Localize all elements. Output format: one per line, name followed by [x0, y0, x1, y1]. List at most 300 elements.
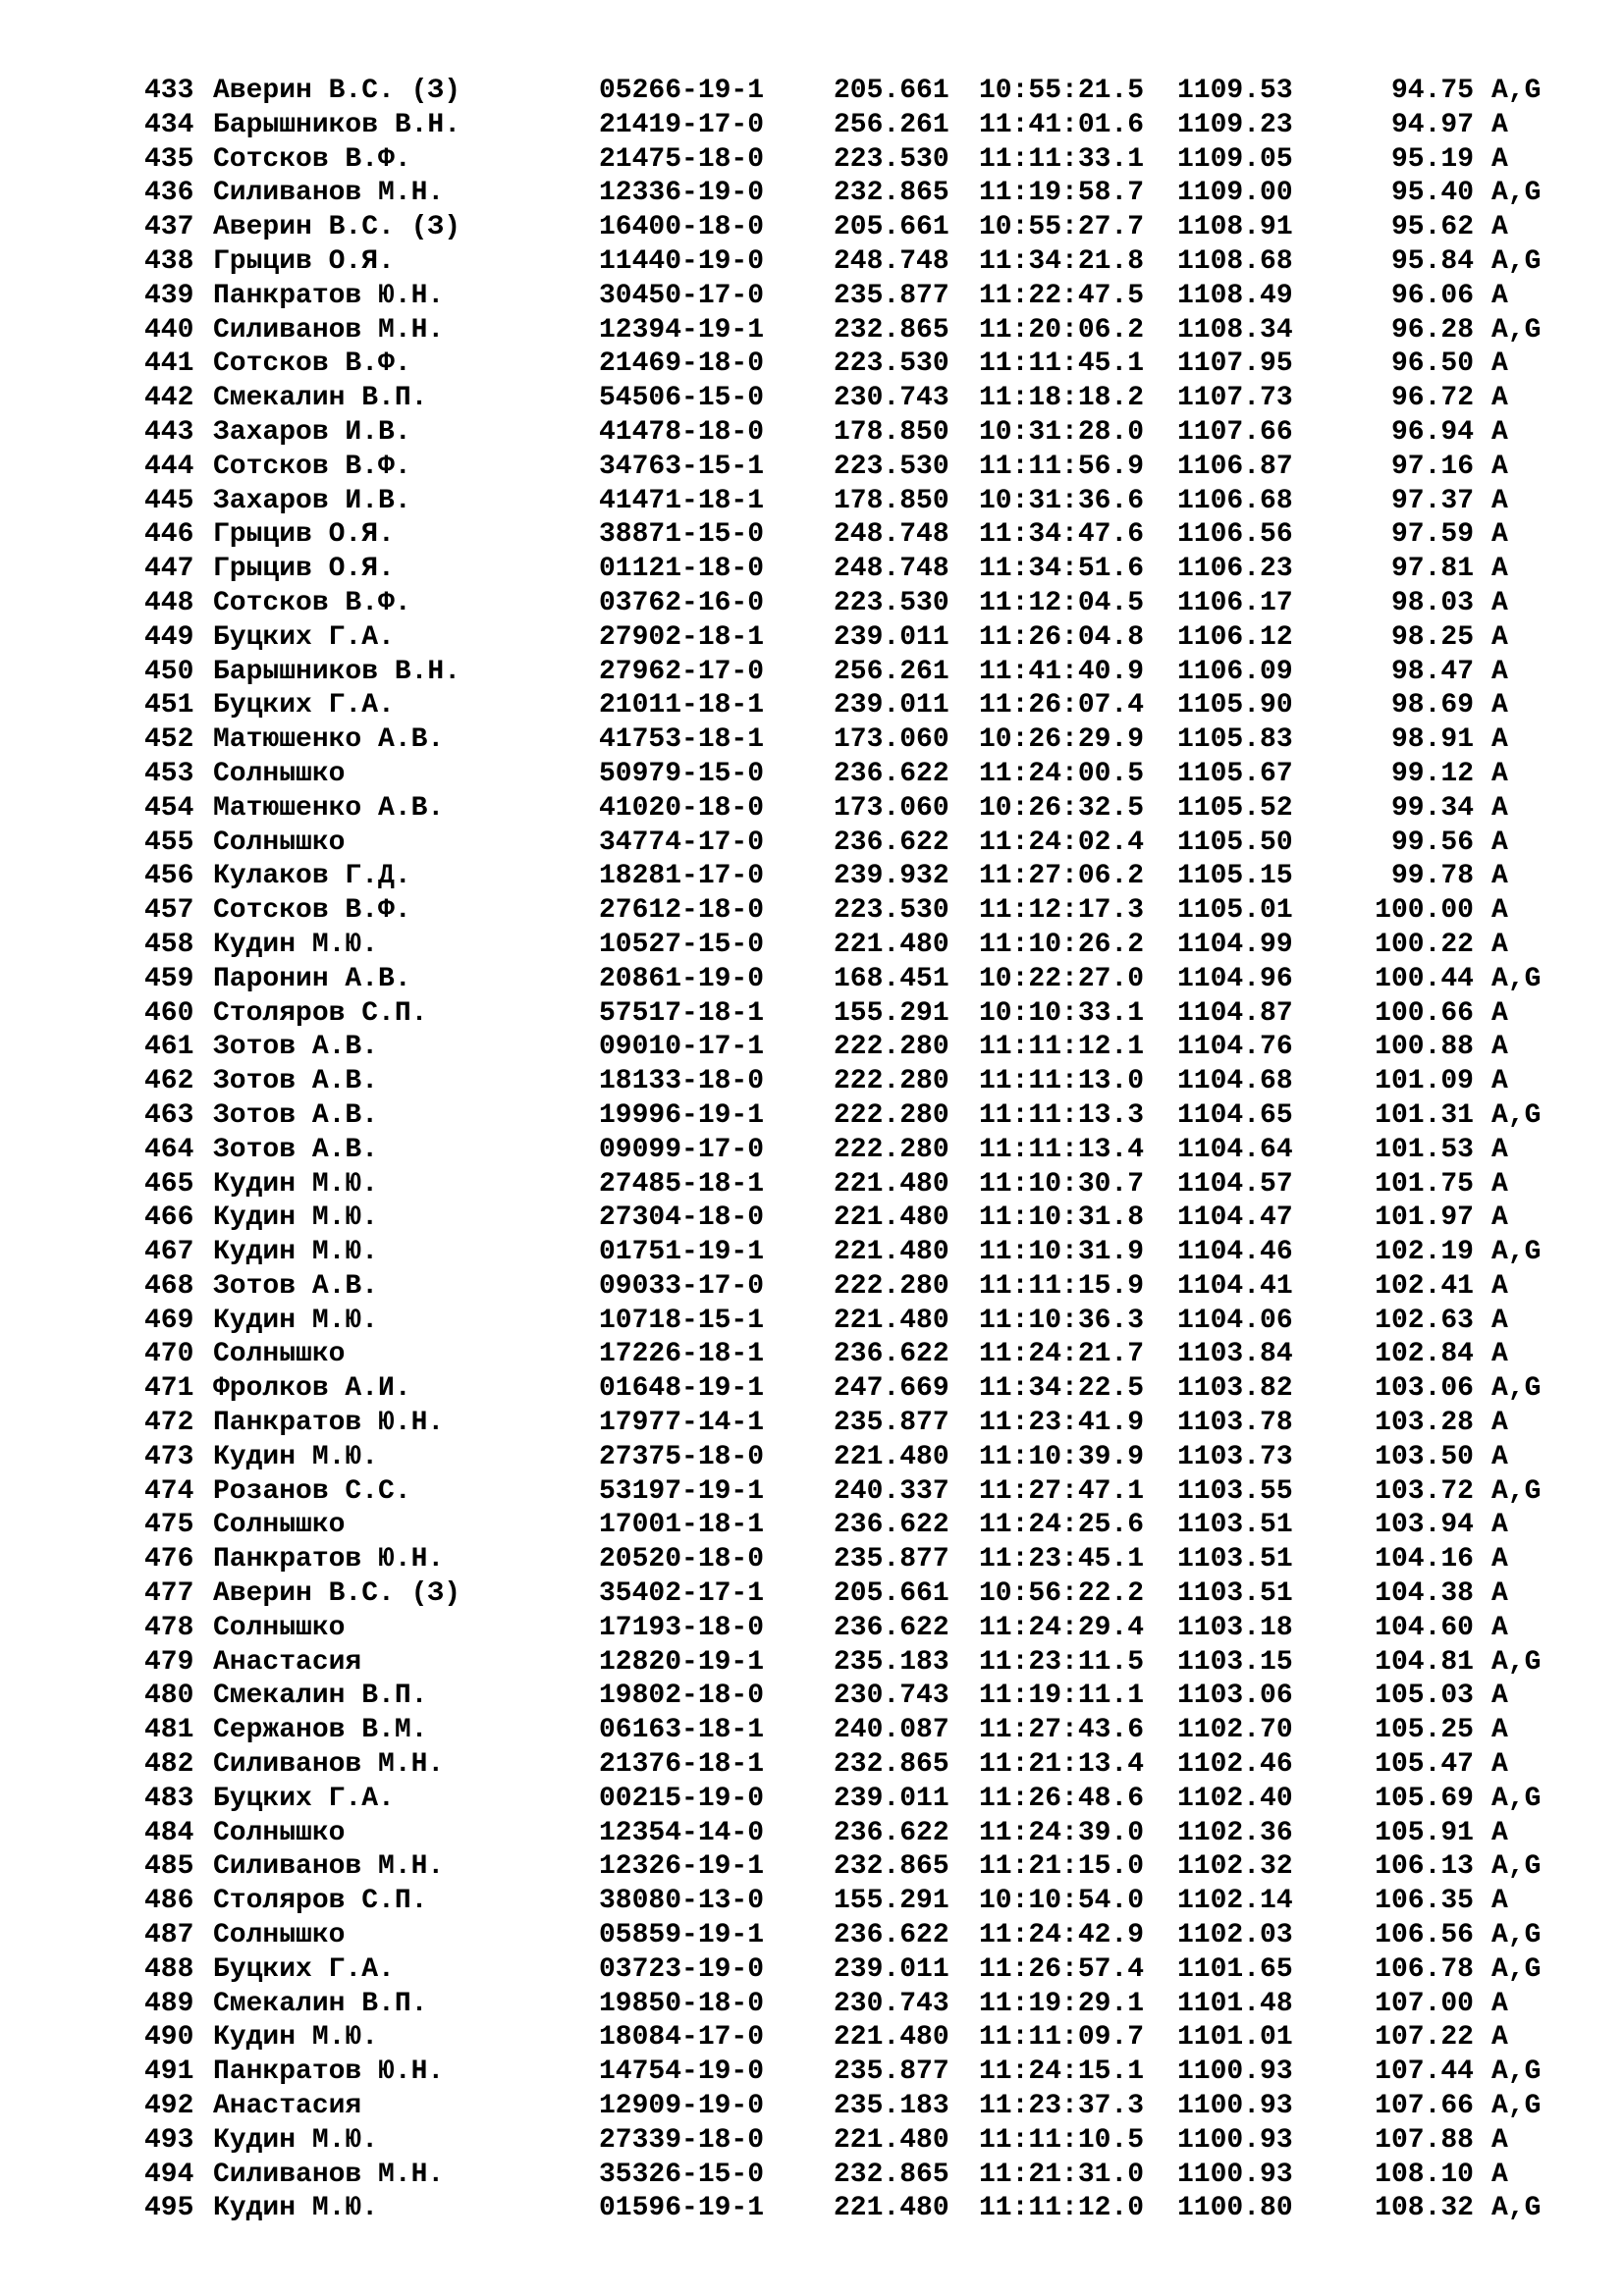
coefficient-cell: 95.40 [1390, 178, 1474, 209]
fancier-name-cell: Зотов А.В. [213, 1134, 379, 1165]
flags-cell: A [1491, 861, 1508, 892]
fancier-name-cell: Барышников В.Н. [213, 109, 461, 140]
table-row [144, 1680, 1519, 1714]
ring-number-cell: 01751-19-1 [599, 1237, 765, 1268]
flags-cell: A,G [1491, 1783, 1542, 1814]
speed-cell: 1102.40 [1177, 1783, 1293, 1814]
arrival-time-cell: 11:24:02.4 [979, 827, 1145, 858]
speed-cell: 1103.51 [1177, 1544, 1293, 1575]
arrival-time-cell: 11:11:13.3 [979, 1099, 1145, 1131]
place-cell: 483 [144, 1783, 194, 1814]
table-row [144, 1817, 1519, 1851]
table-row [144, 314, 1542, 348]
ring-number-cell: 09033-17-0 [599, 1270, 765, 1302]
fancier-name-cell: Захаров И.В. [213, 485, 411, 516]
ring-number-cell: 06163-18-1 [599, 1715, 765, 1746]
fancier-name-cell: Панкратов Ю.Н. [213, 1408, 445, 1439]
distance-cell: 168.451 [834, 963, 949, 994]
fancier-name-cell: Панкратов Ю.Н. [213, 280, 445, 311]
table-row [144, 1953, 1542, 1988]
ring-number-cell: 17193-18-0 [599, 1612, 765, 1643]
place-cell: 474 [144, 1475, 194, 1507]
arrival-time-cell: 10:55:21.5 [979, 76, 1145, 106]
arrival-time-cell: 11:21:15.0 [979, 1851, 1145, 1883]
distance-cell: 178.850 [834, 416, 949, 448]
table-row [144, 1577, 1519, 1612]
speed-cell: 1103.78 [1177, 1408, 1293, 1439]
speed-cell: 1105.50 [1177, 827, 1293, 858]
distance-cell: 222.280 [834, 1032, 949, 1063]
flags-cell: A [1491, 1339, 1508, 1370]
flags-cell: A [1491, 1441, 1508, 1472]
flags-cell: A [1491, 1270, 1508, 1302]
table-row [144, 177, 1542, 211]
fancier-name-cell: Фролков А.И. [213, 1373, 411, 1405]
speed-cell: 1101.65 [1177, 1953, 1293, 1985]
ring-number-cell: 34774-17-0 [599, 827, 765, 858]
fancier-name-cell: Силиванов М.Н. [213, 2159, 445, 2190]
arrival-time-cell: 11:19:11.1 [979, 1681, 1145, 1712]
distance-cell: 235.877 [834, 1408, 949, 1439]
flags-cell: A [1491, 1305, 1508, 1336]
speed-cell: 1103.73 [1177, 1441, 1293, 1472]
speed-cell: 1103.15 [1177, 1646, 1293, 1678]
place-cell: 453 [144, 758, 194, 789]
arrival-time-cell: 11:19:29.1 [979, 1988, 1145, 2019]
fancier-name-cell: Аверин В.С. (З) [213, 1578, 461, 1610]
table-row [144, 1714, 1519, 1748]
flags-cell: A [1491, 212, 1508, 243]
ring-number-cell: 41471-18-1 [599, 485, 765, 516]
table-row [144, 1031, 1519, 1065]
distance-cell: 235.877 [834, 1544, 949, 1575]
arrival-time-cell: 11:41:40.9 [979, 656, 1145, 687]
table-row [144, 1850, 1542, 1885]
flags-cell: A [1491, 1066, 1508, 1097]
table-row [144, 2090, 1542, 2124]
table-row [144, 997, 1519, 1032]
distance-cell: 221.480 [834, 929, 949, 960]
ring-number-cell: 34763-15-1 [599, 451, 765, 482]
distance-cell: 222.280 [834, 1134, 949, 1165]
fancier-name-cell: Кудин М.Ю. [213, 1168, 379, 1200]
ring-number-cell: 12394-19-1 [599, 314, 765, 346]
fancier-name-cell: Столяров С.П. [213, 997, 428, 1029]
table-row [144, 1543, 1519, 1577]
place-cell: 480 [144, 1681, 194, 1712]
place-cell: 433 [144, 76, 194, 106]
table-row [144, 1475, 1542, 1510]
place-cell: 444 [144, 451, 194, 482]
ring-number-cell: 21376-18-1 [599, 1749, 765, 1781]
fancier-name-cell: Сотсков В.Ф. [213, 143, 411, 175]
flags-cell: A [1491, 1715, 1508, 1746]
distance-cell: 248.748 [834, 245, 949, 277]
place-cell: 493 [144, 2124, 194, 2156]
place-cell: 449 [144, 621, 194, 653]
flags-cell: A [1491, 451, 1508, 482]
coefficient-cell: 108.32 [1375, 2193, 1474, 2224]
flags-cell: A [1491, 827, 1508, 858]
coefficient-cell: 102.84 [1375, 1339, 1474, 1370]
speed-cell: 1106.12 [1177, 621, 1293, 653]
coefficient-cell: 97.59 [1390, 519, 1474, 551]
fancier-name-cell: Силиванов М.Н. [213, 1851, 445, 1883]
place-cell: 489 [144, 1988, 194, 2019]
arrival-time-cell: 11:11:09.7 [979, 2022, 1145, 2054]
fancier-name-cell: Буцких Г.А. [213, 1953, 395, 1985]
table-row [144, 416, 1519, 451]
distance-cell: 235.877 [834, 280, 949, 311]
flags-cell: A,G [1491, 76, 1542, 106]
ring-number-cell: 50979-15-0 [599, 758, 765, 789]
table-row [144, 280, 1519, 314]
flags-cell: A [1491, 758, 1508, 789]
arrival-time-cell: 10:26:32.5 [979, 792, 1145, 824]
distance-cell: 235.183 [834, 1646, 949, 1678]
distance-cell: 222.280 [834, 1270, 949, 1302]
speed-cell: 1106.56 [1177, 519, 1293, 551]
flags-cell: A [1491, 621, 1508, 653]
table-row [144, 451, 1519, 485]
table-row [144, 347, 1519, 382]
place-cell: 458 [144, 929, 194, 960]
table-row [144, 2124, 1519, 2159]
coefficient-cell: 98.91 [1390, 724, 1474, 756]
flags-cell: A [1491, 416, 1508, 448]
speed-cell: 1106.68 [1177, 485, 1293, 516]
flags-cell: A [1491, 2022, 1508, 2054]
speed-cell: 1103.06 [1177, 1681, 1293, 1712]
distance-cell: 223.530 [834, 895, 949, 927]
speed-cell: 1108.91 [1177, 212, 1293, 243]
arrival-time-cell: 11:10:26.2 [979, 929, 1145, 960]
coefficient-cell: 103.28 [1375, 1408, 1474, 1439]
coefficient-cell: 105.03 [1375, 1681, 1474, 1712]
distance-cell: 248.748 [834, 554, 949, 585]
flags-cell: A,G [1491, 1475, 1542, 1507]
coefficient-cell: 103.94 [1375, 1510, 1474, 1541]
distance-cell: 256.261 [834, 109, 949, 140]
distance-cell: 221.480 [834, 1305, 949, 1336]
place-cell: 479 [144, 1646, 194, 1678]
flags-cell: A [1491, 1578, 1508, 1610]
coefficient-cell: 97.81 [1390, 554, 1474, 585]
ring-number-cell: 38080-13-0 [599, 1886, 765, 1917]
flags-cell: A [1491, 1510, 1508, 1541]
distance-cell: 239.011 [834, 621, 949, 653]
arrival-time-cell: 11:10:39.9 [979, 1441, 1145, 1472]
place-cell: 477 [144, 1578, 194, 1610]
place-cell: 450 [144, 656, 194, 687]
fancier-name-cell: Анастасия [213, 1646, 362, 1678]
speed-cell: 1103.51 [1177, 1578, 1293, 1610]
distance-cell: 247.669 [834, 1373, 949, 1405]
arrival-time-cell: 11:10:31.8 [979, 1202, 1145, 1234]
coefficient-cell: 102.41 [1375, 1270, 1474, 1302]
fancier-name-cell: Сотсков В.Ф. [213, 895, 411, 927]
arrival-time-cell: 11:24:25.6 [979, 1510, 1145, 1541]
fancier-name-cell: Кудин М.Ю. [213, 1305, 379, 1336]
speed-cell: 1104.57 [1177, 1168, 1293, 1200]
coefficient-cell: 105.91 [1375, 1817, 1474, 1848]
speed-cell: 1102.46 [1177, 1749, 1293, 1781]
speed-cell: 1109.05 [1177, 143, 1293, 175]
ring-number-cell: 30450-17-0 [599, 280, 765, 311]
fancier-name-cell: Кудин М.Ю. [213, 1202, 379, 1234]
flags-cell: A [1491, 2124, 1508, 2156]
coefficient-cell: 99.56 [1390, 827, 1474, 858]
table-row [144, 929, 1519, 963]
speed-cell: 1103.51 [1177, 1510, 1293, 1541]
speed-cell: 1100.93 [1177, 2056, 1293, 2088]
flags-cell: A,G [1491, 1099, 1542, 1131]
arrival-time-cell: 11:24:21.7 [979, 1339, 1145, 1370]
table-row [144, 1372, 1542, 1407]
place-cell: 490 [144, 2022, 194, 2054]
place-cell: 466 [144, 1202, 194, 1234]
coefficient-cell: 106.35 [1375, 1886, 1474, 1917]
table-row [144, 1646, 1542, 1681]
place-cell: 435 [144, 143, 194, 175]
flags-cell: A [1491, 1544, 1508, 1575]
ring-number-cell: 03762-16-0 [599, 587, 765, 618]
distance-cell: 236.622 [834, 758, 949, 789]
speed-cell: 1109.23 [1177, 109, 1293, 140]
ring-number-cell: 41020-18-0 [599, 792, 765, 824]
table-row [144, 382, 1519, 416]
speed-cell: 1102.14 [1177, 1886, 1293, 1917]
table-row [144, 1338, 1519, 1372]
table-row [144, 143, 1519, 178]
speed-cell: 1104.06 [1177, 1305, 1293, 1336]
coefficient-cell: 100.00 [1375, 895, 1474, 927]
flags-cell: A [1491, 2159, 1508, 2190]
speed-cell: 1105.83 [1177, 724, 1293, 756]
arrival-time-cell: 11:12:17.3 [979, 895, 1145, 927]
arrival-time-cell: 11:34:22.5 [979, 1373, 1145, 1405]
speed-cell: 1104.76 [1177, 1032, 1293, 1063]
place-cell: 495 [144, 2193, 194, 2224]
coefficient-cell: 98.03 [1390, 587, 1474, 618]
table-row [144, 109, 1519, 143]
fancier-name-cell: Розанов С.С. [213, 1475, 411, 1507]
ring-number-cell: 18084-17-0 [599, 2022, 765, 2054]
flags-cell: A [1491, 1032, 1508, 1063]
coefficient-cell: 96.50 [1390, 348, 1474, 380]
flags-cell: A [1491, 1408, 1508, 1439]
flags-cell: A [1491, 143, 1508, 175]
results-list [144, 75, 1542, 2226]
ring-number-cell: 21419-17-0 [599, 109, 765, 140]
table-row [144, 1201, 1519, 1236]
distance-cell: 221.480 [834, 1237, 949, 1268]
fancier-name-cell: Грыцив О.Я. [213, 519, 395, 551]
table-row [144, 827, 1519, 861]
table-row [144, 1305, 1519, 1339]
place-cell: 440 [144, 314, 194, 346]
fancier-name-cell: Кудин М.Ю. [213, 929, 379, 960]
speed-cell: 1103.82 [1177, 1373, 1293, 1405]
ring-number-cell: 27339-18-0 [599, 2124, 765, 2156]
distance-cell: 155.291 [834, 997, 949, 1029]
table-row [144, 689, 1519, 723]
ring-number-cell: 53197-19-1 [599, 1475, 765, 1507]
fancier-name-cell: Солнышко [213, 1817, 346, 1848]
distance-cell: 239.011 [834, 1783, 949, 1814]
place-cell: 461 [144, 1032, 194, 1063]
ring-number-cell: 09099-17-0 [599, 1134, 765, 1165]
flags-cell: A [1491, 1612, 1508, 1643]
speed-cell: 1108.68 [1177, 245, 1293, 277]
speed-cell: 1100.80 [1177, 2193, 1293, 2224]
coefficient-cell: 94.75 [1390, 76, 1474, 106]
place-cell: 457 [144, 895, 194, 927]
flags-cell: A [1491, 485, 1508, 516]
distance-cell: 236.622 [834, 1817, 949, 1848]
distance-cell: 173.060 [834, 724, 949, 756]
arrival-time-cell: 11:27:06.2 [979, 861, 1145, 892]
table-row [144, 587, 1519, 621]
place-cell: 456 [144, 861, 194, 892]
table-row [144, 1134, 1519, 1168]
arrival-time-cell: 11:27:47.1 [979, 1475, 1145, 1507]
table-row [144, 1168, 1519, 1202]
ring-number-cell: 01648-19-1 [599, 1373, 765, 1405]
speed-cell: 1105.67 [1177, 758, 1293, 789]
fancier-name-cell: Грыцив О.Я. [213, 554, 395, 585]
flags-cell: A,G [1491, 314, 1542, 346]
coefficient-cell: 96.94 [1390, 416, 1474, 448]
arrival-time-cell: 11:20:06.2 [979, 314, 1145, 346]
fancier-name-cell: Силиванов М.Н. [213, 314, 445, 346]
place-cell: 481 [144, 1715, 194, 1746]
flags-cell: A [1491, 109, 1508, 140]
flags-cell: A,G [1491, 1851, 1542, 1883]
table-row [144, 553, 1519, 587]
coefficient-cell: 101.97 [1375, 1202, 1474, 1234]
coefficient-cell: 99.12 [1390, 758, 1474, 789]
speed-cell: 1104.68 [1177, 1066, 1293, 1097]
place-cell: 476 [144, 1544, 194, 1575]
speed-cell: 1101.48 [1177, 1988, 1293, 2019]
arrival-time-cell: 11:10:36.3 [979, 1305, 1145, 1336]
distance-cell: 205.661 [834, 1578, 949, 1610]
fancier-name-cell: Буцких Г.А. [213, 621, 395, 653]
distance-cell: 222.280 [834, 1066, 949, 1097]
speed-cell: 1108.34 [1177, 314, 1293, 346]
place-cell: 454 [144, 792, 194, 824]
speed-cell: 1102.32 [1177, 1851, 1293, 1883]
fancier-name-cell: Смекалин В.П. [213, 383, 428, 414]
ring-number-cell: 18133-18-0 [599, 1066, 765, 1097]
flags-cell: A [1491, 895, 1508, 927]
fancier-name-cell: Сотсков В.Ф. [213, 348, 411, 380]
place-cell: 482 [144, 1749, 194, 1781]
speed-cell: 1104.64 [1177, 1134, 1293, 1165]
ring-number-cell: 12820-19-1 [599, 1646, 765, 1678]
coefficient-cell: 103.50 [1375, 1441, 1474, 1472]
flags-cell: A [1491, 1134, 1508, 1165]
table-row [144, 518, 1519, 553]
arrival-time-cell: 11:26:07.4 [979, 690, 1145, 721]
distance-cell: 173.060 [834, 792, 949, 824]
fancier-name-cell: Аверин В.С. (З) [213, 212, 461, 243]
flags-cell: A [1491, 587, 1508, 618]
speed-cell: 1106.87 [1177, 451, 1293, 482]
ring-number-cell: 12354-14-0 [599, 1817, 765, 1848]
place-cell: 436 [144, 178, 194, 209]
coefficient-cell: 100.44 [1375, 963, 1474, 994]
flags-cell: A,G [1491, 2091, 1542, 2122]
coefficient-cell: 107.88 [1375, 2124, 1474, 2156]
coefficient-cell: 105.47 [1375, 1749, 1474, 1781]
arrival-time-cell: 11:34:47.6 [979, 519, 1145, 551]
distance-cell: 239.011 [834, 690, 949, 721]
speed-cell: 1106.23 [1177, 554, 1293, 585]
flags-cell: A [1491, 519, 1508, 551]
speed-cell: 1104.46 [1177, 1237, 1293, 1268]
speed-cell: 1103.18 [1177, 1612, 1293, 1643]
table-row [144, 1612, 1519, 1646]
fancier-name-cell: Силиванов М.Н. [213, 178, 445, 209]
flags-cell: A,G [1491, 1373, 1542, 1405]
coefficient-cell: 96.72 [1390, 383, 1474, 414]
arrival-time-cell: 10:56:22.2 [979, 1578, 1145, 1610]
table-row [144, 2159, 1519, 2193]
arrival-time-cell: 11:24:15.1 [979, 2056, 1145, 2088]
table-row [144, 792, 1519, 827]
speed-cell: 1109.00 [1177, 178, 1293, 209]
fancier-name-cell: Буцких Г.А. [213, 1783, 395, 1814]
arrival-time-cell: 11:10:31.9 [979, 1237, 1145, 1268]
coefficient-cell: 106.56 [1375, 1920, 1474, 1951]
arrival-time-cell: 11:34:51.6 [979, 554, 1145, 585]
fancier-name-cell: Сержанов В.М. [213, 1715, 428, 1746]
ring-number-cell: 27304-18-0 [599, 1202, 765, 1234]
ring-number-cell: 27902-18-1 [599, 621, 765, 653]
ring-number-cell: 38871-15-0 [599, 519, 765, 551]
ring-number-cell: 17226-18-1 [599, 1339, 765, 1370]
distance-cell: 205.661 [834, 212, 949, 243]
table-row [144, 1748, 1519, 1783]
place-cell: 465 [144, 1168, 194, 1200]
fancier-name-cell: Силиванов М.Н. [213, 1749, 445, 1781]
distance-cell: 240.087 [834, 1715, 949, 1746]
speed-cell: 1106.09 [1177, 656, 1293, 687]
fancier-name-cell: Солнышко [213, 758, 346, 789]
arrival-time-cell: 11:26:57.4 [979, 1953, 1145, 1985]
place-cell: 491 [144, 2056, 194, 2088]
flags-cell: A,G [1491, 963, 1542, 994]
place-cell: 462 [144, 1066, 194, 1097]
coefficient-cell: 101.31 [1375, 1099, 1474, 1131]
fancier-name-cell: Сотсков В.Ф. [213, 451, 411, 482]
flags-cell: A [1491, 554, 1508, 585]
speed-cell: 1109.53 [1177, 76, 1293, 106]
arrival-time-cell: 11:24:42.9 [979, 1920, 1145, 1951]
coefficient-cell: 107.22 [1375, 2022, 1474, 2054]
place-cell: 446 [144, 519, 194, 551]
arrival-time-cell: 10:26:29.9 [979, 724, 1145, 756]
fancier-name-cell: Кулаков Г.Д. [213, 861, 411, 892]
coefficient-cell: 100.66 [1375, 997, 1474, 1029]
coefficient-cell: 107.44 [1375, 2056, 1474, 2088]
table-row [144, 860, 1519, 894]
place-cell: 460 [144, 997, 194, 1029]
ring-number-cell: 27612-18-0 [599, 895, 765, 927]
distance-cell: 223.530 [834, 587, 949, 618]
